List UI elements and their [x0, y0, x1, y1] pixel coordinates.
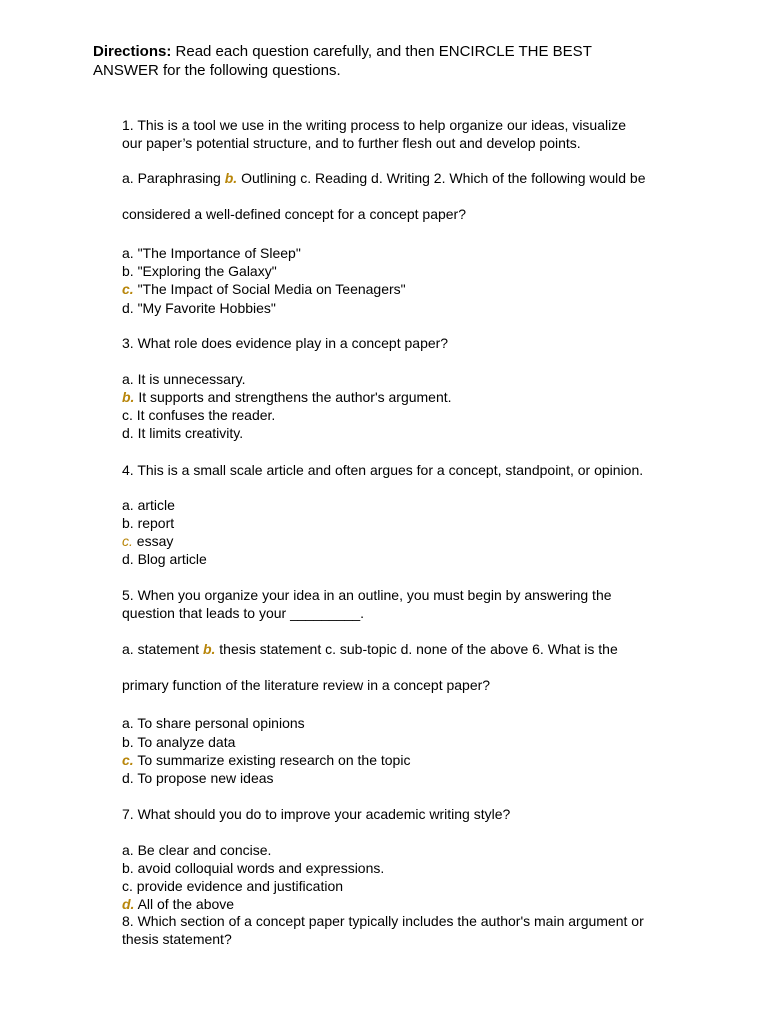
question-5-line-2: question that leads to your _________. — [122, 605, 365, 621]
question-2-option-d: d. "My Favorite Hobbies" — [122, 300, 276, 316]
question-4-option-c — [122, 532, 173, 550]
answer-mark: c. — [122, 281, 134, 297]
question-2-continuation: considered a well-defined concept for a concept paper? — [122, 206, 466, 222]
question-8-line-1: 8. Which section of a concept paper typically includes the author's main argument or — [122, 913, 644, 929]
question-1-line-1: 1. This is a tool we use in the writing process to help organize our ideas, visualize — [122, 117, 627, 133]
question-5-options — [122, 640, 618, 658]
directions-label: Directions: — [93, 43, 172, 60]
question-3-option-d: d. It limits creativity. — [122, 425, 244, 441]
option-a: a. Paraphrasing — [122, 170, 225, 186]
question-3-option-b — [122, 388, 452, 406]
answer-mark: b. — [224, 170, 238, 186]
question-7-option-b: b. avoid colloquial words and expressions. — [122, 860, 385, 876]
question-4-option-b: b. report — [122, 515, 175, 531]
question-4-option-a: a. article — [122, 497, 175, 513]
question-6-option-b: b. To analyze data — [122, 734, 236, 750]
option-text: To summarize existing research on the topic — [133, 752, 411, 768]
option-text: "The Impact of Social Media on Teenagers" — [133, 281, 406, 297]
option-text: essay — [132, 533, 174, 549]
question-6-option-c — [122, 751, 410, 769]
question-7-option-c: c. provide evidence and justification — [122, 878, 344, 894]
option-a: a. statement — [122, 641, 203, 657]
question-7: 7. What should you do to improve your academic writing style? — [122, 806, 511, 822]
question-2-option-b: b. "Exploring the Galaxy" — [122, 263, 277, 279]
directions-text: Read each question carefully, and then ENCIRCLE THE BEST — [171, 43, 592, 60]
question-3-option-a: a. It is unnecessary. — [122, 371, 246, 387]
question-3: 3. What role does evidence play in a concept paper? — [122, 335, 449, 351]
answer-mark: b. — [202, 641, 216, 657]
answer-mark: c. — [122, 533, 133, 549]
question-6-continuation: primary function of the literature review in a concept paper? — [122, 677, 491, 693]
question-1-line-2: our paper’s potential structure, and to further flesh out and develop points. — [122, 135, 581, 151]
question-3-option-c: c. It confuses the reader. — [122, 407, 276, 423]
question-2-option-c — [122, 280, 406, 298]
question-8-line-2: thesis statement? — [122, 931, 232, 947]
answer-mark: b. — [122, 389, 135, 405]
directions-line-2: ANSWER for the following questions. — [93, 62, 341, 79]
question-2-option-a: a. "The Importance of Sleep" — [122, 245, 301, 261]
option-text: It supports and strengthens the author's argument. — [134, 389, 452, 405]
option-text: All of the above — [134, 896, 235, 912]
question-7-option-a: a. Be clear and concise. — [122, 842, 272, 858]
question-4-option-d: d. Blog article — [122, 551, 207, 567]
question-1-options — [122, 169, 645, 187]
options-rest: Outlining c. Reading d. Writing 2. Which of the following would be — [237, 170, 646, 186]
question-7-option-d — [122, 895, 234, 913]
answer-mark: c. — [122, 752, 134, 768]
question-4: 4. This is a small scale article and often argues for a concept, standpoint, or opinion. — [122, 462, 644, 478]
question-6-option-a: a. To share personal opinions — [122, 715, 305, 731]
options-rest: thesis statement c. sub-topic d. none of the above 6. What is the — [215, 641, 618, 657]
answer-mark: d. — [122, 896, 135, 912]
question-6-option-d: d. To propose new ideas — [122, 770, 274, 786]
question-5-line-1: 5. When you organize your idea in an outline, you must begin by answering the — [122, 587, 612, 603]
directions-line-1 — [93, 42, 592, 61]
